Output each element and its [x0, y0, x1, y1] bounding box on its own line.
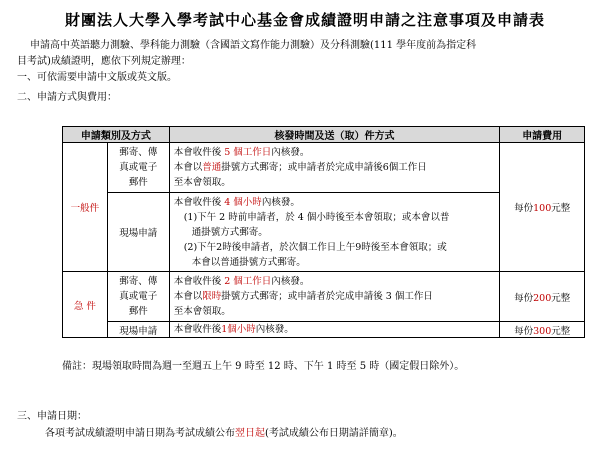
table-note: 備註：現場領取時間為週一至週五上午 9 時至 12 時、下午 1 時至 5 時（國定假日除外）。: [62, 361, 465, 372]
intro-line-2: 目考試)成績證明，應依下列規定辦理：: [17, 56, 191, 67]
general-onsite-detail: 本會收件後 4 個小時內核發。 (1)下午 2 時前申請者，於 4 個小時後至本會領取；或本會以普 通掛號方式郵寄。 (2)下午2時後申請者，於次個工作日上午9時後至本會領取；或 本會以普通掛號方式郵寄。: [169, 193, 500, 272]
general-fee: 每份100元整: [500, 143, 585, 272]
header-delivery: 核發時間及送（取）件方式: [169, 127, 500, 143]
table-header-row: [63, 127, 585, 143]
section-3-body: 各項考試成績證明申請日期為考試成績公布翌日起(考試成績公布日期請詳簡章)。: [45, 428, 403, 439]
table-row: [63, 272, 585, 322]
general-label: 一般件: [63, 143, 108, 272]
section-2: 二、申請方式與費用：: [17, 92, 117, 103]
table-row: [63, 322, 585, 338]
section-3: 三、申請日期：: [17, 411, 87, 422]
urgent-onsite-detail: 本會收件後1個小時內核發。: [169, 322, 500, 338]
urgent-mail-detail: 本會收件後 2 個工作日內核發。 本會以限時掛號方式郵寄；或申請者於完成申請後 3 個工作日 至本會領取。: [169, 272, 500, 322]
general-mail-method: 郵寄、傳 真或電子 郵件: [107, 143, 169, 193]
general-onsite-method: 現場申請: [107, 193, 169, 272]
header-category: 申請類別及方式: [63, 127, 170, 143]
section-1: 一、可依需要申請中文版或英文版。: [17, 72, 177, 83]
fee-table: [62, 126, 585, 338]
general-mail-detail: 本會收件後 5 個工作日內核發。 本會以普通掛號方式郵寄；或申請者於完成申請後6個工作日 至本會領取。: [169, 143, 500, 193]
table-row: [63, 143, 585, 193]
urgent-mail-fee: 每份200元整: [500, 272, 585, 322]
urgent-mail-method: 郵寄、傳 真或電子 郵件: [107, 272, 169, 322]
header-fee: 申請費用: [500, 127, 585, 143]
page-title: 財團法人大學入學考試中心基金會成績證明申請之注意事項及申請表: [64, 11, 545, 29]
urgent-onsite-fee: 每份300元整: [500, 322, 585, 338]
urgent-onsite-method: 現場申請: [107, 322, 169, 338]
intro-line-1: 申請高中英語聽力測驗、學科能力測驗（含國語文寫作能力測驗）及分科測驗(111 學年度前為指定科: [30, 40, 477, 51]
urgent-label: 急 件: [63, 272, 108, 338]
